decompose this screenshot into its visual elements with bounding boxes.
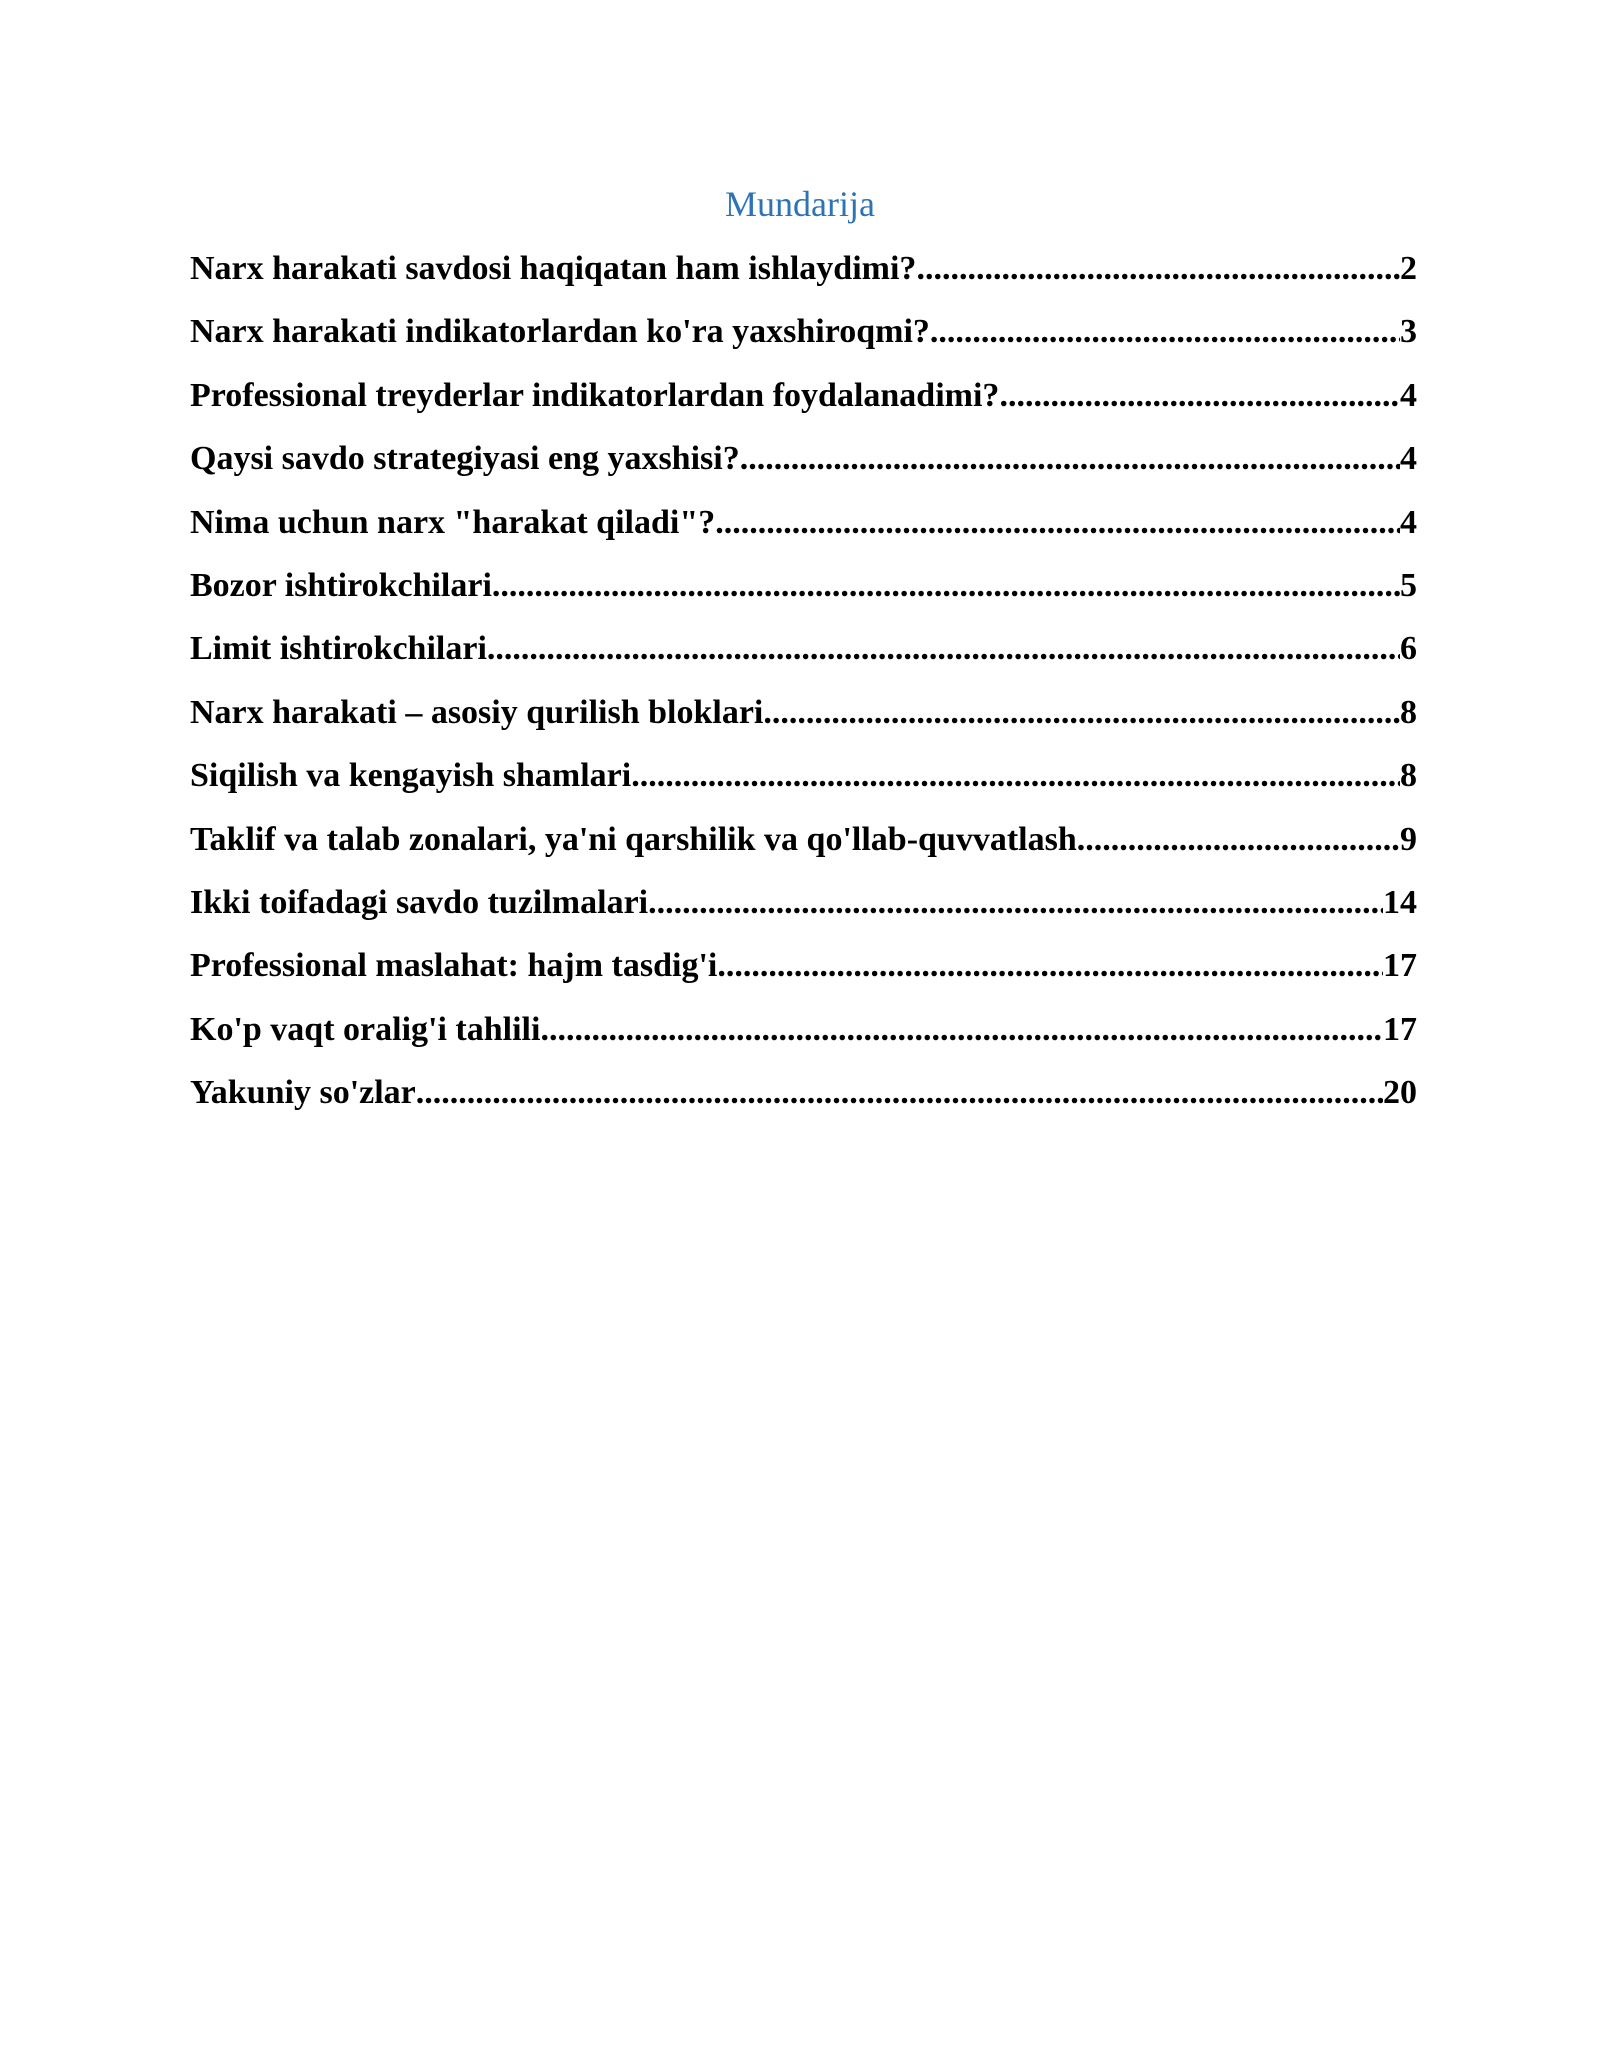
toc-entry[interactable] <box>190 998 1417 1061</box>
toc-entry-page-number: 17 <box>1383 1010 1417 1048</box>
toc-entry-title: Limit ishtirokchilari <box>190 630 487 668</box>
toc-dot-leader <box>648 871 1383 934</box>
toc-entry-page-number: 20 <box>1383 1074 1417 1112</box>
toc-entry[interactable] <box>190 808 1417 871</box>
toc-entry-page-number: 2 <box>1400 250 1417 287</box>
toc-entry-title: Yakuniy so'zlar <box>190 1074 416 1112</box>
toc-entry[interactable] <box>190 871 1417 934</box>
toc-entry[interactable] <box>190 554 1417 617</box>
toc-entry-title: Narx harakati savdosi haqiqatan ham ishlaydimi? <box>190 250 917 287</box>
toc-entry-page-number: 8 <box>1400 693 1417 731</box>
toc-entry-page-number: 8 <box>1400 757 1417 795</box>
toc-entry-title: Qaysi savdo strategiyasi eng yaxshisi? <box>190 440 740 478</box>
toc-heading: Mundarija <box>725 184 875 224</box>
toc-entry[interactable] <box>190 617 1417 680</box>
toc-entry-title: Professional maslahat: hajm tasdig'i <box>190 947 718 985</box>
toc-entry[interactable] <box>190 1061 1417 1124</box>
toc-entry-page-number: 5 <box>1400 566 1417 604</box>
toc-dot-leader <box>916 237 1400 300</box>
toc-entry-page-number: 3 <box>1400 313 1417 351</box>
toc-entry[interactable] <box>190 934 1417 997</box>
toc-dot-leader <box>631 744 1400 807</box>
toc-dot-leader <box>1077 808 1400 871</box>
toc-dot-leader <box>930 300 1400 363</box>
toc-dot-leader <box>416 1061 1383 1124</box>
toc-entry[interactable] <box>190 300 1417 363</box>
toc-entry-page-number: 4 <box>1400 503 1417 541</box>
toc-entry-title: Ko'p vaqt oralig'i tahlili <box>190 1010 541 1048</box>
toc-entry[interactable] <box>190 364 1417 427</box>
toc-dot-leader <box>763 681 1400 744</box>
toc-dot-leader <box>715 491 1400 554</box>
toc-entry-page-number: 14 <box>1383 883 1417 921</box>
toc-entry-page-number: 17 <box>1383 947 1417 985</box>
toc-entry[interactable] <box>190 237 1417 300</box>
toc-entry-title: Taklif va talab zonalari, ya'ni qarshilik va qo'llab-quvvatlash <box>190 820 1077 858</box>
table-of-contents <box>190 237 1417 1124</box>
toc-entry-title: Ikki toifadagi savdo tuzilmalari <box>190 883 649 921</box>
toc-entry-title: Narx harakati – asosiy qurilish bloklari <box>190 693 764 731</box>
toc-entry-page-number: 9 <box>1400 820 1417 858</box>
toc-entry[interactable] <box>190 427 1417 490</box>
toc-entry-page-number: 6 <box>1400 630 1417 668</box>
toc-entry-page-number: 4 <box>1400 376 1417 414</box>
toc-entry-title: Bozor ishtirokchilari <box>190 566 492 604</box>
toc-entry[interactable] <box>190 681 1417 744</box>
toc-entry-title: Nima uchun narx "harakat qiladi"? <box>190 503 716 541</box>
toc-entry-title: Professional treyderlar indikatorlardan foydalanadimi? <box>190 376 1000 414</box>
toc-dot-leader <box>487 617 1400 680</box>
toc-dot-leader <box>540 998 1383 1061</box>
toc-dot-leader <box>999 364 1400 427</box>
toc-entry[interactable] <box>190 491 1417 554</box>
toc-dot-leader <box>492 554 1400 617</box>
toc-dot-leader <box>740 427 1400 490</box>
toc-entry-title: Narx harakati indikatorlardan ko'ra yaxshiroqmi? <box>190 313 930 351</box>
toc-entry-page-number: 4 <box>1400 440 1417 478</box>
toc-dot-leader <box>717 934 1383 997</box>
toc-entry-title: Siqilish va kengayish shamlari <box>190 757 632 795</box>
toc-entry[interactable] <box>190 744 1417 807</box>
